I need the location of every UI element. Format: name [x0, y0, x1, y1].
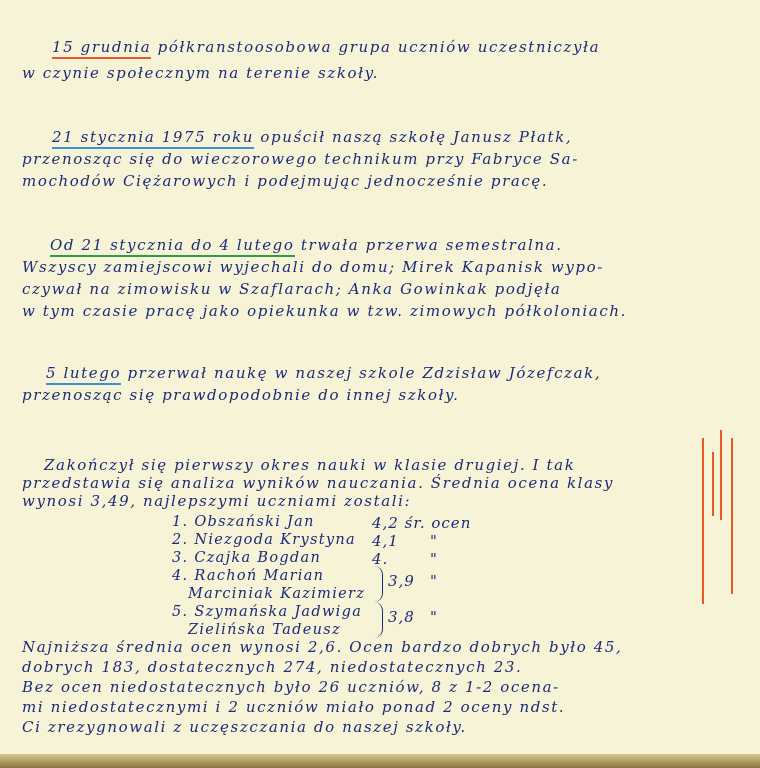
group-value: 3,8: [388, 608, 415, 626]
group-brace: [374, 602, 383, 638]
p6-line-5: Ci zrezygnowali z uczęszczania do naszej szkoły.: [22, 718, 467, 736]
p2-line-2: przenosząc się do wieczorowego technikum przy Fabryce Sa-: [22, 150, 579, 168]
list-item: 3. Czajka Bogdan: [172, 550, 322, 566]
ditto-mark: ": [430, 572, 438, 590]
group-value: 3,9: [388, 572, 415, 590]
p3-line-3: czywał na zimowisku w Szaflarach; Anka Gowinkak podjęła: [22, 280, 562, 298]
p2-line-1: [52, 128, 572, 149]
p1-line-1: [52, 38, 600, 59]
list-item: 1. Obszański Jan: [172, 514, 315, 530]
p5-line-2: przedstawia się analiza wyników nauczania. Średnia ocena klasy: [22, 474, 614, 492]
p1-line-1-text: półkranstoosobowa grupa uczniów uczestniczyła: [151, 38, 601, 56]
p5-line-3: wynosi 3,49, najlepszymi uczniami zostali:: [22, 492, 412, 510]
list-item: Marciniak Kazimierz: [188, 586, 366, 602]
date-5-lutego: 5 lutego: [46, 364, 121, 385]
margin-mark: [720, 430, 722, 520]
ditto-mark: ": [430, 532, 438, 550]
p6-line-3: Bez ocen niedostatecznych było 26 uczniów, 8 z 1-2 ocena-: [22, 678, 560, 696]
date-15-grudnia: 15 grudnia: [52, 38, 151, 59]
date-od-21-stycznia: Od 21 stycznia do 4 lutego: [50, 236, 295, 257]
p3-line-4: w tym czasie pracę jako opiekunka w tzw. zimowych półkoloniach.: [22, 302, 627, 320]
p4-line-1: [46, 364, 601, 385]
group-brace: [374, 566, 383, 602]
p6-line-4: mi niedostatecznymi i 2 uczniów miało ponad 2 oceny ndst.: [22, 698, 566, 716]
p3-line-2: Wszyscy zamiejscowi wyjechali do domu; Mirek Kapanisk wypo-: [22, 258, 604, 276]
ditto-mark: ": [430, 608, 438, 626]
p3-line-1-text: trwała przerwa semestralna.: [294, 236, 563, 254]
p2-line-3: mochodów Ciężarowych i podejmując jednocześnie pracę.: [22, 172, 549, 190]
p4-line-2: przenosząc się prawdopodobnie do innej szkoły.: [22, 386, 460, 404]
list-value: 4,2 śr. ocen: [372, 514, 472, 532]
p6-line-1: Najniższa średnia ocen wynosi 2,6. Ocen bardzo dobrych było 45,: [22, 638, 623, 656]
p3-line-1: [50, 236, 563, 257]
list-item: 5. Szymańska Jadwiga: [172, 604, 363, 620]
p2-line-1-text: opuścił naszą szkołę Janusz Płatk,: [254, 128, 573, 146]
margin-mark: [731, 438, 733, 594]
date-21-stycznia-1975: 21 stycznia 1975 roku: [52, 128, 254, 149]
p4-line-1-text: przerwał naukę w naszej szkole Zdzisław Józefczak,: [121, 364, 602, 382]
list-item: 4. Rachoń Marian: [172, 568, 325, 584]
list-value: 4.: [372, 550, 389, 568]
p1-line-2: w czynie społecznym na terenie szkoły.: [22, 64, 380, 82]
list-value: 4,1: [372, 532, 399, 550]
list-item: Zielińska Tadeusz: [188, 622, 341, 638]
page-bottom-edge: [0, 754, 760, 768]
p5-line-1: Zakończył się pierwszy okres nauki w klasie drugiej. I tak: [44, 456, 576, 474]
margin-mark: [702, 438, 704, 604]
ditto-mark: ": [430, 550, 438, 568]
margin-mark: [712, 452, 714, 516]
p6-line-2: dobrych 183, dostatecznych 274, niedostatecznych 23.: [22, 658, 523, 676]
list-item: 2. Niezgoda Krystyna: [172, 532, 356, 548]
